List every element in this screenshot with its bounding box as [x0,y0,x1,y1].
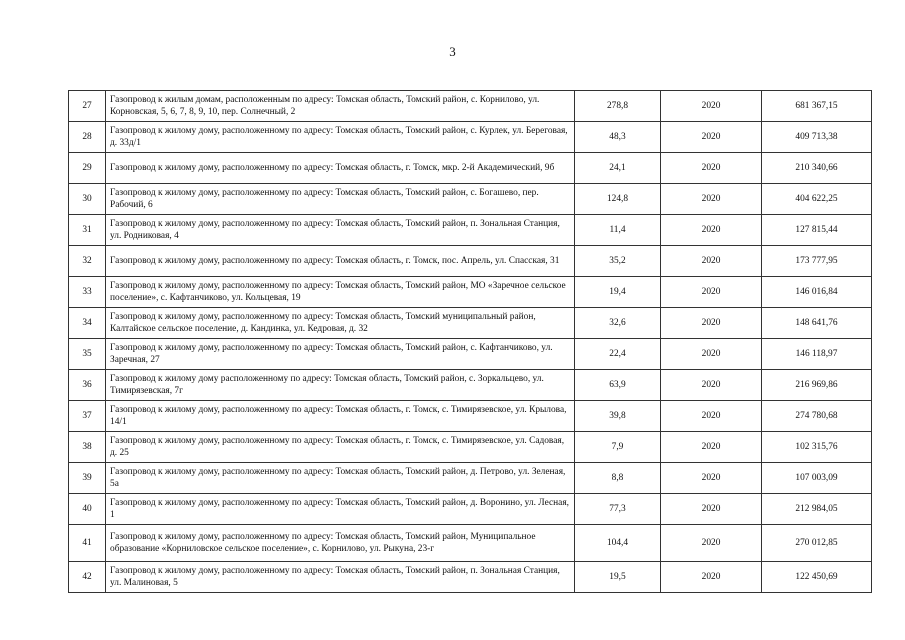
pipeline-year: 2020 [661,277,762,308]
pipeline-cost: 148 641,76 [762,308,872,339]
table-row [69,246,872,277]
table-row [69,562,872,593]
pipeline-description: Газопровод к жилому дому, расположенному по адресу: Томская область, Томский муниципальный район, Калтайское сельское поселение, д. Кандинка, ул. Кедровая, д. 32 [106,308,575,339]
table-row [69,215,872,246]
pipeline-cost: 122 450,69 [762,562,872,593]
pipeline-length: 19,4 [575,277,661,308]
table-row [69,184,872,215]
pipeline-cost: 127 815,44 [762,215,872,246]
gas-pipeline-table [68,90,872,593]
table-row [69,494,872,525]
pipeline-length: 63,9 [575,370,661,401]
pipeline-description: Газопровод к жилому дому, расположенному по адресу: Томская область, Томский район, п. Зональная Станция, ул. Малиновая, 5 [106,562,575,593]
row-number: 27 [69,91,106,122]
pipeline-description: Газопровод к жилому дому, расположенному по адресу: Томская область, г. Томск, с. Тимирязевское, ул. Крылова, 14/1 [106,401,575,432]
pipeline-cost: 107 003,09 [762,463,872,494]
pipeline-length: 278,8 [575,91,661,122]
pipeline-cost: 173 777,95 [762,246,872,277]
row-number: 29 [69,153,106,184]
table-row [69,153,872,184]
row-number: 41 [69,525,106,562]
pipeline-year: 2020 [661,432,762,463]
row-number: 33 [69,277,106,308]
pipeline-cost: 270 012,85 [762,525,872,562]
pipeline-length: 8,8 [575,463,661,494]
row-number: 39 [69,463,106,494]
page-number: 3 [449,44,456,59]
pipeline-cost: 146 016,84 [762,277,872,308]
pipeline-length: 77,3 [575,494,661,525]
pipeline-description: Газопровод к жилому дому, расположенному по адресу: Томская область, Томский район, с. Богашево, пер. Рабочий, 6 [106,184,575,215]
row-number: 34 [69,308,106,339]
pipeline-length: 32,6 [575,308,661,339]
pipeline-cost: 102 315,76 [762,432,872,463]
pipeline-length: 24,1 [575,153,661,184]
row-number: 35 [69,339,106,370]
row-number: 30 [69,184,106,215]
pipeline-description: Газопровод к жилому дому, расположенному по адресу: Томская область, г. Томск, с. Тимирязевское, ул. Садовая, д. 25 [106,432,575,463]
row-number: 31 [69,215,106,246]
pipeline-cost: 274 780,68 [762,401,872,432]
pipeline-year: 2020 [661,122,762,153]
table-row [69,122,872,153]
table-row [69,525,872,562]
pipeline-year: 2020 [661,184,762,215]
row-number: 42 [69,562,106,593]
row-number: 36 [69,370,106,401]
pipeline-description: Газопровод к жилым домам, расположенным по адресу: Томская область, Томский район, с. Корнилово, ул. Корновская, 5, 6, 7, 8, 9, 10, пер. Солнечный, 2 [106,91,575,122]
pipeline-cost: 212 984,05 [762,494,872,525]
table-row [69,339,872,370]
table-row [69,308,872,339]
row-number: 32 [69,246,106,277]
pipeline-length: 39,8 [575,401,661,432]
row-number: 40 [69,494,106,525]
row-number: 37 [69,401,106,432]
pipeline-description: Газопровод к жилому дому, расположенному по адресу: Томская область, Томский район, Муниципальное образование «Корниловское сельское поселение», с. Корнилово, ул. Рыкуна, 23-г [106,525,575,562]
pipeline-year: 2020 [661,370,762,401]
table-row [69,277,872,308]
pipeline-year: 2020 [661,153,762,184]
pipeline-year: 2020 [661,463,762,494]
pipeline-year: 2020 [661,339,762,370]
pipeline-length: 22,4 [575,339,661,370]
pipeline-description: Газопровод к жилому дому, расположенному по адресу: Томская область, г. Томск, пос. Апрель, ул. Спасская, 31 [106,246,575,277]
pipeline-description: Газопровод к жилому дому, расположенному по адресу: Томская область, Томский район, с. Кафтанчиково, ул. Заречная, 27 [106,339,575,370]
table-row [69,91,872,122]
pipeline-year: 2020 [661,562,762,593]
pipeline-year: 2020 [661,525,762,562]
table-row [69,463,872,494]
row-number: 38 [69,432,106,463]
pipeline-description: Газопровод к жилому дому, расположенному по адресу: Томская область, Томский район, д. Воронино, ул. Лесная, 1 [106,494,575,525]
pipeline-length: 19,5 [575,562,661,593]
pipeline-length: 7,9 [575,432,661,463]
pipeline-length: 124,8 [575,184,661,215]
pipeline-description: Газопровод к жилому дому, расположенному по адресу: Томская область, Томский район, п. Зональная Станция, ул. Родниковая, 4 [106,215,575,246]
pipeline-description: Газопровод к жилому дому, расположенному по адресу: Томская область, г. Томск, мкр. 2-й Академический, 9б [106,153,575,184]
pipeline-cost: 681 367,15 [762,91,872,122]
pipeline-length: 11,4 [575,215,661,246]
pipeline-length: 48,3 [575,122,661,153]
pipeline-description: Газопровод к жилому дому, расположенному по адресу: Томская область, Томский район, д. Петрово, ул. Зеленая, 5а [106,463,575,494]
pipeline-year: 2020 [661,494,762,525]
pipeline-cost: 409 713,38 [762,122,872,153]
pipeline-cost: 146 118,97 [762,339,872,370]
pipeline-cost: 210 340,66 [762,153,872,184]
table-row [69,432,872,463]
pipeline-year: 2020 [661,246,762,277]
pipeline-cost: 404 622,25 [762,184,872,215]
table-row [69,370,872,401]
pipeline-description: Газопровод к жилому дому расположенному по адресу: Томская область, Томский район, с. Зоркальцево, ул. Тимирязевская, 7г [106,370,575,401]
pipeline-length: 35,2 [575,246,661,277]
pipeline-cost: 216 969,86 [762,370,872,401]
pipeline-year: 2020 [661,308,762,339]
pipeline-year: 2020 [661,91,762,122]
table-row [69,401,872,432]
pipeline-year: 2020 [661,215,762,246]
pipeline-description: Газопровод к жилому дому, расположенному по адресу: Томская область, Томский район, МО «Заречное сельское поселение», с. Кафтанчиково, ул. Кольцевая, 19 [106,277,575,308]
pipeline-description: Газопровод к жилому дому, расположенному по адресу: Томская область, Томский район, с. Курлек, ул. Береговая, д. 33д/1 [106,122,575,153]
pipeline-length: 104,4 [575,525,661,562]
pipeline-year: 2020 [661,401,762,432]
row-number: 28 [69,122,106,153]
